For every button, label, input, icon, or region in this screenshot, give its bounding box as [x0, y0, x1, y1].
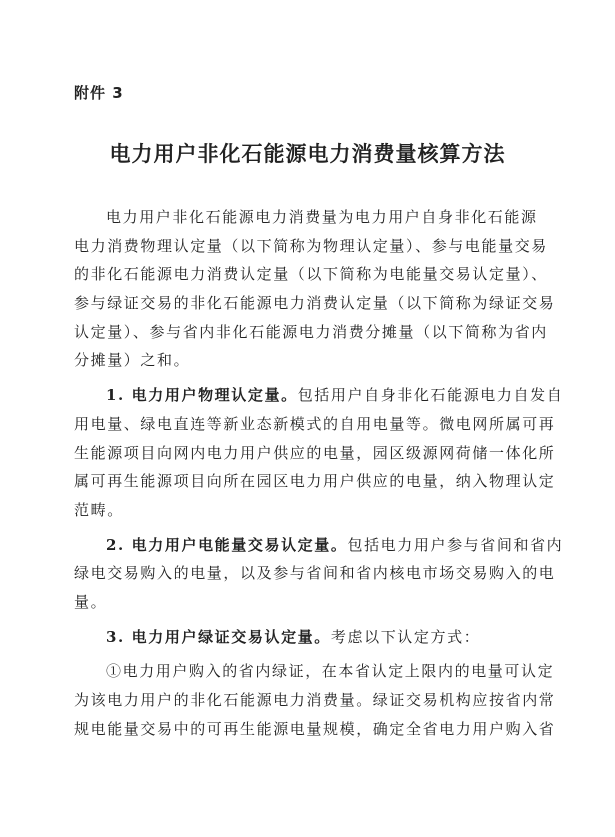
intro-line: 分摊量）之和。 — [74, 351, 191, 370]
section2-line: 量。 — [74, 592, 108, 611]
section1-text: 包括用户自身非化石能源电力自发自 — [297, 386, 564, 405]
attachment-label: 附件 3 — [74, 84, 124, 102]
section2-line: 绿电交易购入的电量，以及参与省间和省内核电市场交易购入的电 — [74, 564, 556, 583]
intro-line: 电力用户非化石能源电力消费量为电力用户自身非化石能源 — [106, 208, 538, 226]
document-title: 电力用户非化石能源电力消费量核算方法 — [109, 141, 506, 166]
intro-line: 认定量）、参与省内非化石能源电力消费分摊量（以下简称为省内 — [74, 322, 548, 341]
section3-line: 规电能量交易中的可再生能源电量规模，确定全省电力用户购入省 — [74, 719, 556, 738]
section1-line: 属可再生能源项目向所在园区电力用户供应的电量，纳入物理认定 — [74, 472, 556, 491]
section3-first-line — [74, 623, 539, 652]
section2-first-line — [74, 531, 564, 560]
section1-first-line — [74, 381, 564, 410]
section3-text: 考虑以下认定方式： — [330, 627, 481, 646]
section1-line: 范畴。 — [74, 500, 124, 519]
section1-heading: 1. 电力用户物理认定量。 — [106, 386, 298, 405]
intro-line: 参与绿证交易的非化石能源电力消费认定量（以下简称为绿证交易 — [74, 294, 556, 313]
section1-line: 生能源项目向网内电力用户供应的电量，园区级源网荷储一体化所 — [74, 443, 556, 462]
intro-line: 的非化石能源电力消费认定量（以下简称为电能量交易认定量）、 — [74, 265, 548, 284]
document-body — [74, 203, 564, 743]
intro-line: 电力消费物理认定量（以下简称为物理认定量）、参与电能量交易 — [74, 236, 548, 255]
section2-heading: 2. 电力用户电能量交易认定量。 — [106, 535, 348, 554]
section2-text: 包括电力用户参与省间和省内 — [347, 535, 564, 554]
section3-item1-line: ①电力用户购入的省内绿证，在本省认定上限内的电量可认定 — [106, 662, 555, 681]
section3-heading: 3. 电力用户绿证交易认定量。 — [106, 627, 331, 646]
section3-line: 为该电力用户的非化石能源电力消费量。绿证交易机构应按省内常 — [74, 691, 556, 709]
section1-line: 用电量、绿电直连等新业态新模式的自用电量等。微电网所属可再 — [74, 414, 556, 433]
